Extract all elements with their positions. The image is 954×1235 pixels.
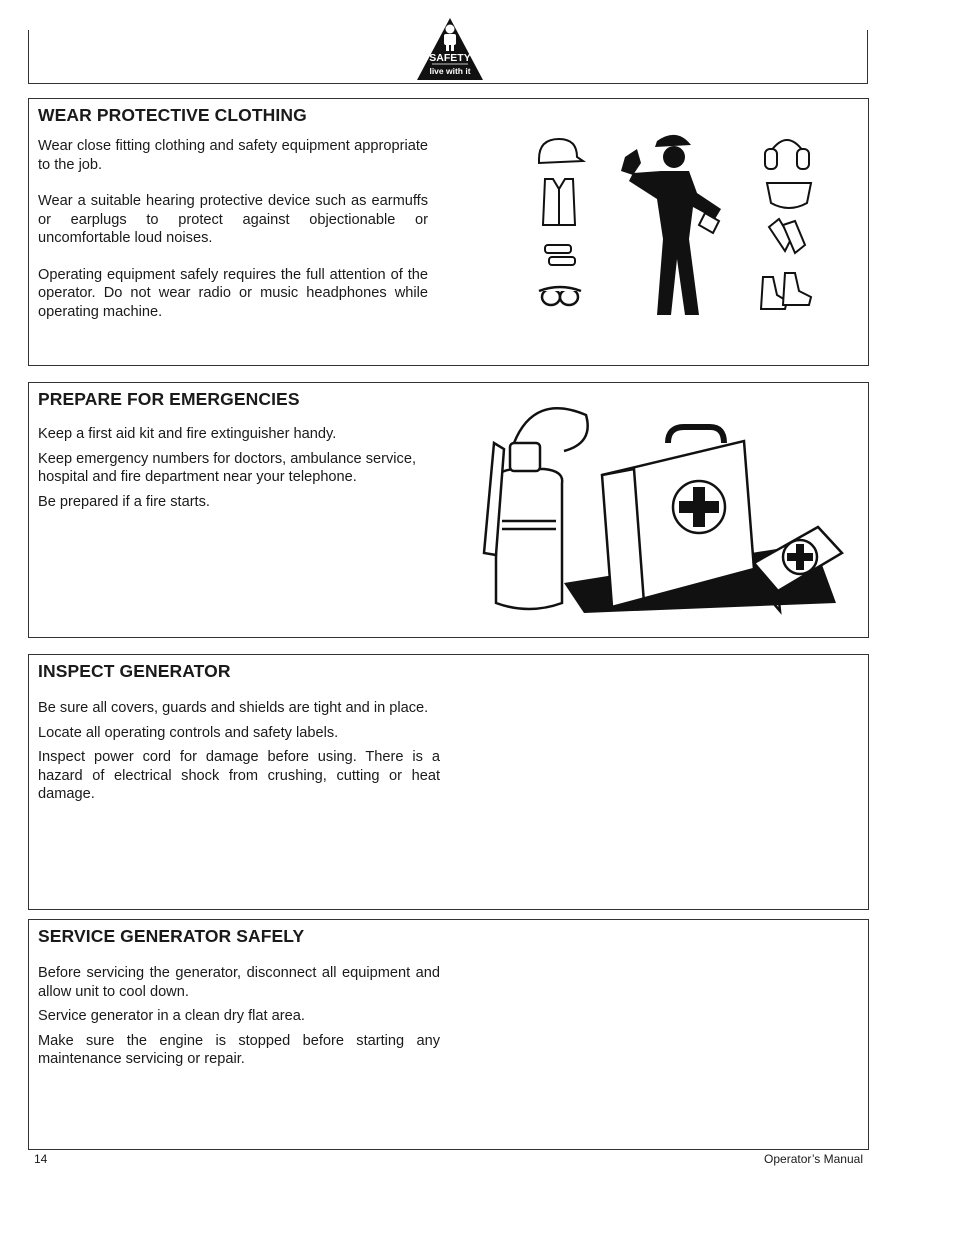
fire-extinguisher-icon (484, 408, 588, 609)
gloves-icon (769, 219, 805, 253)
paragraph: Wear a suitable hearing protective device such as earmuffs or earplugs to protect against objectionable or uncomfortable loud noises. (38, 193, 428, 246)
paragraph: Wear close fitting clothing and safety equipment appropriate to the job. (38, 138, 428, 173)
worker-figure (621, 135, 721, 315)
section-emergencies (28, 382, 869, 638)
paragraph: Be sure all covers, guards and shields are tight and in place. (38, 700, 429, 716)
safety-logo-text: SAFETY (429, 52, 471, 64)
manual-name: Operator’s Manual (764, 1152, 863, 1166)
protective-gear-illustration (529, 127, 819, 322)
paragraph: Operating equipment safely requires the full attention of the operator. Do not wear radio or music headphones while operating machine. (38, 266, 428, 320)
section-body (38, 425, 440, 517)
section-body (38, 964, 440, 1075)
safety-boots-icon (761, 273, 811, 309)
section-title: SERVICE GENERATOR SAFELY (38, 926, 305, 946)
goggles-icon (539, 287, 581, 305)
section-service-generator (28, 919, 869, 1150)
section-title: PREPARE FOR EMERGENCIES (38, 389, 300, 409)
face-shield-icon (767, 183, 811, 208)
earplugs-icon (545, 245, 575, 265)
paragraph: Service generator in a clean dry flat area. (38, 1008, 305, 1024)
page-number: 14 (34, 1152, 48, 1166)
section-inspect-generator (28, 654, 869, 910)
hard-hat-icon (539, 139, 583, 163)
earmuffs-icon (765, 140, 809, 169)
section-title: INSPECT GENERATOR (38, 661, 231, 681)
emergency-kit-illustration (474, 403, 844, 615)
paragraph: Before servicing the generator, disconnect all equipment and allow unit to cool down. (38, 965, 440, 1000)
section-body (38, 699, 440, 810)
section-title: WEAR PROTECTIVE CLOTHING (38, 105, 307, 125)
paragraph: Keep a first aid kit and fire extinguisher handy. (38, 426, 337, 442)
safety-vest-icon (543, 179, 575, 225)
paragraph: Keep emergency numbers for doctors, ambulance service, hospital and fire department near your telephone. (38, 450, 416, 485)
safety-logo-tagline: live with it (429, 66, 471, 76)
paragraph: Inspect power cord for damage before using. There is a hazard of electrical shock from crushing, cutting or heat damage. (38, 749, 440, 802)
section-protective-clothing (28, 98, 869, 366)
paragraph: Make sure the engine is stopped before starting any maintenance servicing or repair. (38, 1032, 440, 1067)
paragraph: Be prepared if a fire starts. (38, 493, 210, 510)
section-body (38, 137, 428, 339)
safety-logo (415, 16, 485, 82)
paragraph: Locate all operating controls and safety labels. (38, 724, 339, 741)
